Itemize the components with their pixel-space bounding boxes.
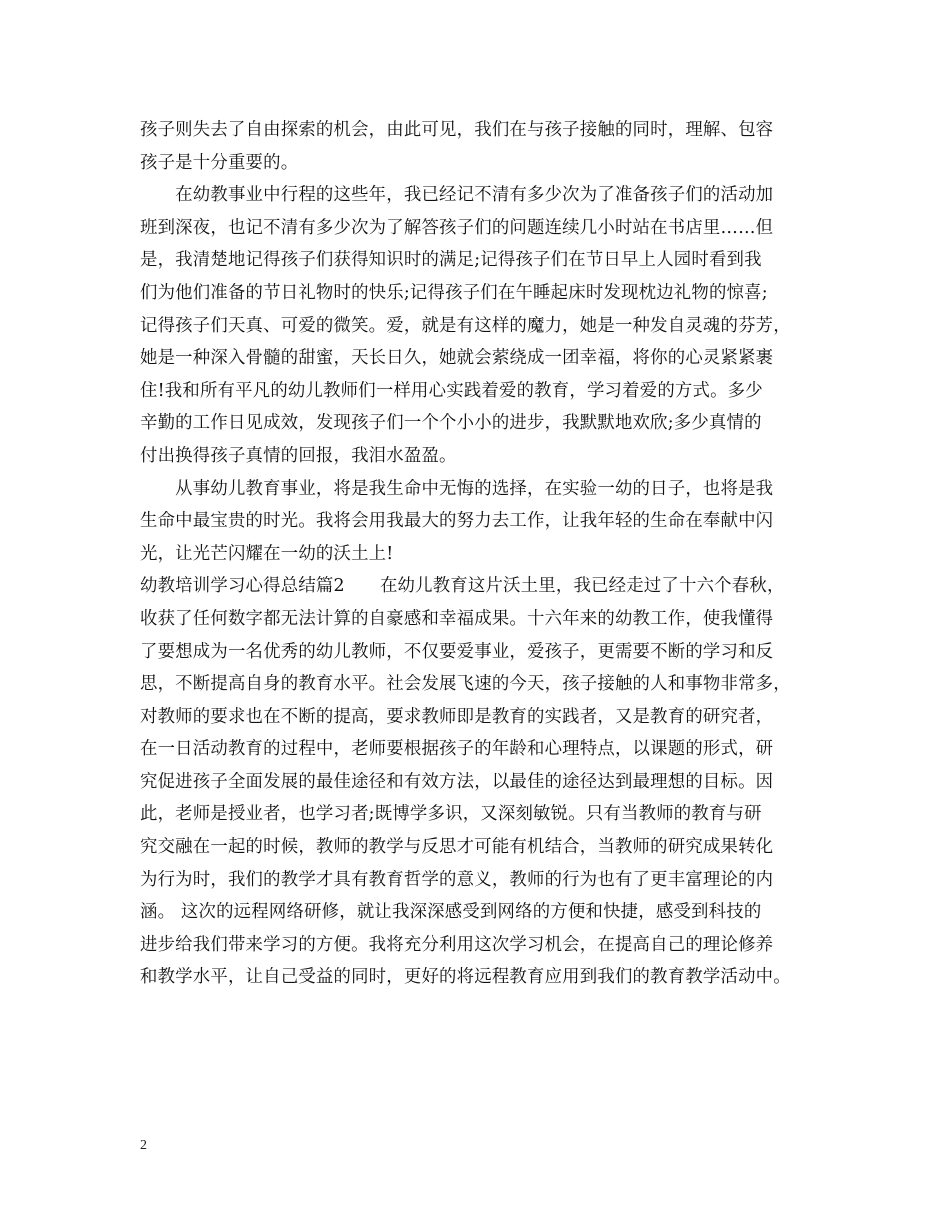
text-line: 收获了任何数字都无法计算的自豪感和幸福成果。十六年来的幼教工作，使我懂得 — [140, 608, 774, 629]
text-line: 对教师的要求也在不断的提高，要求教师即是教育的实践者，又是教育的研究者， — [140, 706, 774, 727]
text-line: 她是一种深入骨髓的甜蜜，天长日久，她就会萦绕成一团幸福，将你的心灵紧紧裹 — [140, 348, 774, 369]
text-line: 为行为时，我们的教学才具有教育哲学的意义，教师的行为也有了更丰富理论的内 — [140, 869, 774, 890]
text-line: 光，让光芒闪耀在一幼的沃土上! — [140, 543, 394, 564]
text-line: 们为他们准备的节日礼物时的快乐;记得孩子们在午睡起床时发现枕边礼物的惊喜; — [140, 282, 768, 303]
text-line: 和教学水平，让自己受益的同时，更好的将远程教育应用到我们的教育教学活动中。 — [140, 967, 791, 988]
text-line: 思，不断提高自身的教育水平。社会发展飞速的今天，孩子接触的人和事物非常多， — [140, 674, 791, 695]
text-line: 在一日活动教育的过程中，老师要根据孩子的年龄和心理特点，以课题的形式，研 — [140, 739, 774, 760]
section-heading-line: 幼教培训学习心得总结篇2 在幼儿教育这片沃土里，我已经走过了十六个春秋， — [140, 576, 785, 597]
text-line: 辛勤的工作日见成效，发现孩子们一个个小小的进步，我默默地欢欣;多少真情的 — [140, 413, 762, 434]
text-line: 了要想成为一名优秀的幼儿教师，不仅要爱事业，爱孩子，更需要不断的学习和反 — [140, 641, 774, 662]
text-line: 究交融在一起的时候，教师的教学与反思才可能有机结合，当教师的研究成果转化 — [140, 837, 774, 858]
text-line: 从事幼儿教育事业，将是我生命中无悔的选择，在实验一幼的日子，也将是我 — [140, 478, 774, 499]
text-line: 住!我和所有平凡的幼儿教师们一样用心实践着爱的教育，学习着爱的方式。多少 — [140, 380, 763, 401]
document-body — [140, 114, 812, 994]
page-number: 2 — [140, 1138, 147, 1153]
text-line: 是，我清楚地记得孩子们获得知识时的满足;记得孩子们在节日早上人园时看到我 — [140, 250, 762, 271]
text-line: 孩子则失去了自由探索的机会，由此可见，我们在与孩子接触的同时，理解、包容 — [140, 120, 774, 140]
text-line: 此，老师是授业者，也学习者;既博学多识，又深刻敏锐。只有当教师的教育与研 — [140, 804, 762, 825]
text-line: 班到深夜，也记不清有多少次为了解答孩子们的问题连续几小时站在书店里……但 — [140, 217, 774, 238]
text-line: 进步给我们带来学习的方便。我将充分利用这次学习机会，在提高自己的理论修养 — [140, 934, 774, 955]
text-line: 在幼教事业中行程的这些年，我已经记不清有多少次为了准备孩子们的活动加 — [140, 185, 774, 206]
text-line: 究促进孩子全面发展的最佳途径和有效方法，以最佳的途径达到最理想的目标。因 — [140, 771, 774, 792]
text-line: 付出换得孩子真情的回报，我泪水盈盈。 — [140, 445, 457, 466]
text-line: 孩子是十分重要的。 — [140, 152, 299, 173]
text-line: 涵。 这次的远程网络研修，就让我深深感受到网络的方便和快捷，感受到科技的 — [140, 902, 762, 923]
text-line: 生命中最宝贵的时光。我将会用我最大的努力去工作，让我年轻的生命在奉献中闪 — [140, 511, 774, 532]
text-line: 记得孩子们天真、可爱的微笑。爱，就是有这样的魔力，她是一种发自灵魂的芬芳， — [140, 315, 791, 336]
